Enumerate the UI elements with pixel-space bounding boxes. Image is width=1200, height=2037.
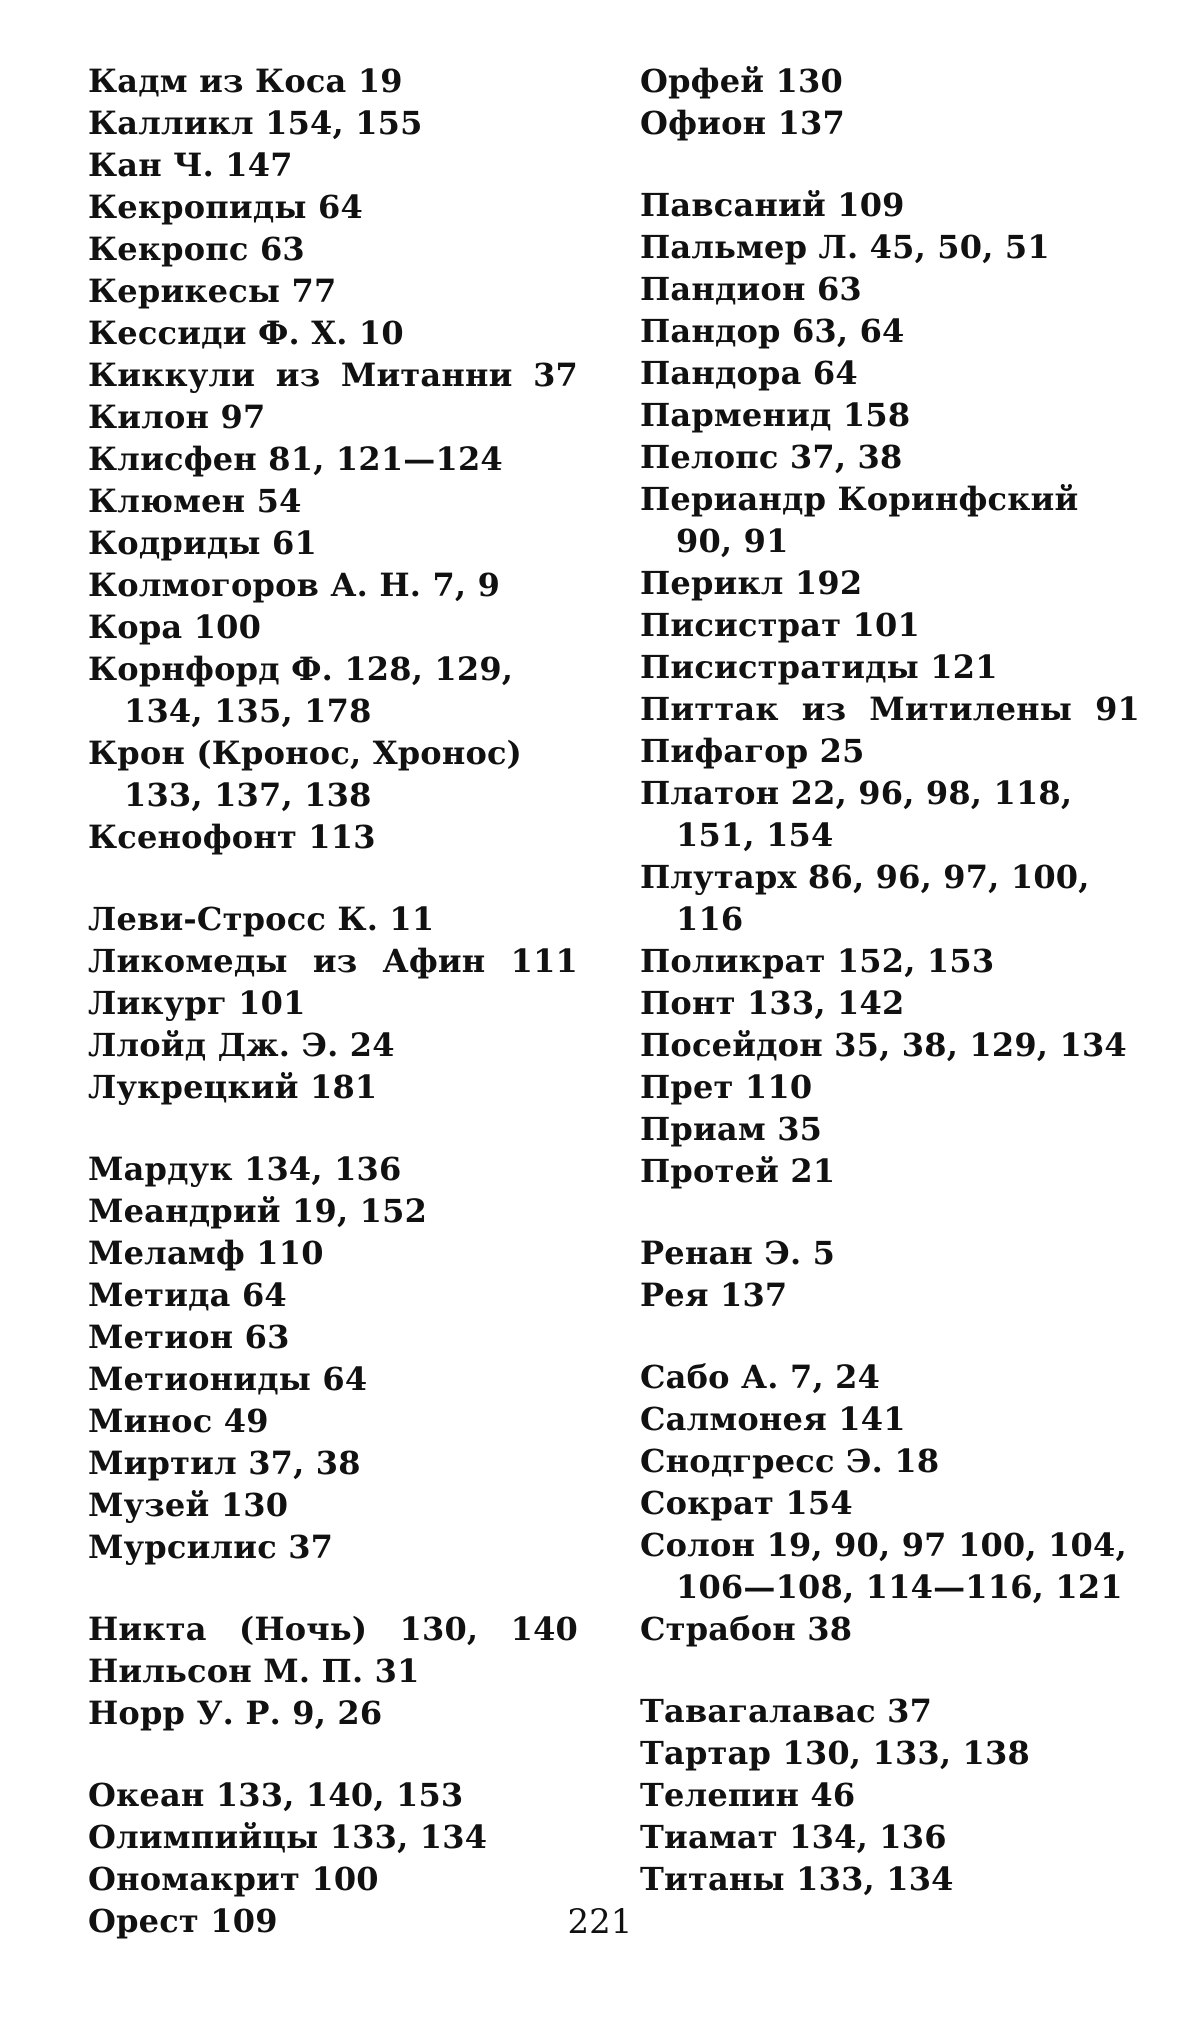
index-entry: Киккули из Митанни 37 <box>88 356 578 394</box>
index-entry: Солон 19, 90, 97 100, 104, 106—108, 114—116, 121 <box>640 1526 1127 1606</box>
index-entry: Музей 130 <box>88 1486 289 1524</box>
index-entry: Никта (Ночь) 130, 140 <box>88 1610 578 1648</box>
index-entry: Сократ 154 <box>640 1484 853 1522</box>
index-entry: Ономакрит 100 <box>88 1860 379 1898</box>
index-entry: Рея 137 <box>640 1276 788 1314</box>
index-entry: Кан Ч. 147 <box>88 146 293 184</box>
index-entry: Пандор 63, 64 <box>640 312 905 350</box>
index-entry: Леви-Стросс К. 11 <box>88 900 435 938</box>
index-entry: Кекропиды 64 <box>88 188 363 226</box>
index-entry: Орфей 130 <box>640 62 843 100</box>
index-entry: Метида 64 <box>88 1276 287 1314</box>
index-entry: Керикесы 77 <box>88 272 337 310</box>
index-entry: Пелопс 37, 38 <box>640 438 903 476</box>
index-left-column <box>88 60 578 1942</box>
index-entry: Тиамат 134, 136 <box>640 1818 947 1856</box>
index-entry: Килон 97 <box>88 398 266 436</box>
index-entry: Миртил 37, 38 <box>88 1444 361 1482</box>
index-entry: Кодриды 61 <box>88 524 317 562</box>
index-entry: Ксенофонт 113 <box>88 818 376 856</box>
index-entry: Нильсон М. П. 31 <box>88 1652 420 1690</box>
index-entry: Колмогоров А. Н. 7, 9 <box>88 566 501 604</box>
index-entry: Сабо А. 7, 24 <box>640 1358 881 1396</box>
index-entry: Писистрат 101 <box>640 606 920 644</box>
index-entry: Орест 109 <box>88 1902 278 1940</box>
index-entry: Периандр Коринфский 90, 91 <box>640 480 1079 560</box>
index-entry: Океан 133, 140, 153 <box>88 1776 464 1814</box>
index-entry: Пандора 64 <box>640 354 858 392</box>
index-entry: Ренан Э. 5 <box>640 1234 836 1272</box>
index-entry: Протей 21 <box>640 1152 836 1190</box>
index-entry: Понт 133, 142 <box>640 984 905 1022</box>
index-entry: Поликрат 152, 153 <box>640 942 995 980</box>
index-entry: Пальмер Л. 45, 50, 51 <box>640 228 1050 266</box>
index-entry: Ллойд Дж. Э. 24 <box>88 1026 395 1064</box>
index-right-column <box>640 60 1140 1900</box>
letter-gap <box>88 1568 578 1608</box>
index-entry: Платон 22, 96, 98, 118, 151, 154 <box>640 774 1073 854</box>
index-entry: Посейдон 35, 38, 129, 134 <box>640 1026 1127 1064</box>
index-entry: Корнфорд Ф. 128, 129, 134, 135, 178 <box>88 650 514 730</box>
index-entry: Калликл 154, 155 <box>88 104 423 142</box>
index-entry: Кекропс 63 <box>88 230 305 268</box>
letter-gap <box>640 1650 1140 1690</box>
letter-gap <box>88 1108 578 1148</box>
index-entry: Меламф 110 <box>88 1234 324 1272</box>
index-entry: Крон (Кронос, Хронос) 133, 137, 138 <box>88 734 523 814</box>
index-entry: Приам 35 <box>640 1110 823 1148</box>
index-entry: Кора 100 <box>88 608 262 646</box>
index-entry: Клисфен 81, 121—124 <box>88 440 503 478</box>
index-entry: Перикл 192 <box>640 564 863 602</box>
index-entry: Минос 49 <box>88 1402 269 1440</box>
letter-gap <box>640 1316 1140 1356</box>
index-entry: Лукрецкий 181 <box>88 1068 378 1106</box>
index-entry: Писистратиды 121 <box>640 648 998 686</box>
index-entry: Мурсилис 37 <box>88 1528 334 1566</box>
index-entry: Меандрий 19, 152 <box>88 1192 428 1230</box>
index-entry: Пандион 63 <box>640 270 862 308</box>
index-entry: Павсаний 109 <box>640 186 905 224</box>
letter-gap <box>88 858 578 898</box>
letter-gap <box>640 1192 1140 1232</box>
index-entry: Офион 137 <box>640 104 845 142</box>
page-number: 221 <box>567 1902 633 1942</box>
index-entry: Клюмен 54 <box>88 482 302 520</box>
index-entry: Прет 110 <box>640 1068 813 1106</box>
index-entry: Кессиди Ф. Х. 10 <box>88 314 404 352</box>
index-entry: Салмонея 141 <box>640 1400 906 1438</box>
letter-gap <box>640 144 1140 184</box>
index-entry: Пифагор 25 <box>640 732 865 770</box>
index-entry: Тавагалавас 37 <box>640 1692 933 1730</box>
index-entry: Метион 63 <box>88 1318 290 1356</box>
index-entry: Страбон 38 <box>640 1610 853 1648</box>
index-entry: Олимпийцы 133, 134 <box>88 1818 488 1856</box>
index-entry: Снодгресс Э. 18 <box>640 1442 940 1480</box>
letter-gap <box>88 1734 578 1774</box>
index-entry: Телепин 46 <box>640 1776 856 1814</box>
index-entry: Тартар 130, 133, 138 <box>640 1734 1030 1772</box>
index-entry: Мардук 134, 136 <box>88 1150 402 1188</box>
index-entry: Титаны 133, 134 <box>640 1860 954 1898</box>
index-entry: Питтак из Митилены 91 <box>640 690 1140 728</box>
index-entry: Норр У. Р. 9, 26 <box>88 1694 383 1732</box>
index-entry: Парменид 158 <box>640 396 911 434</box>
index-entry: Метиониды 64 <box>88 1360 368 1398</box>
index-entry: Ликург 101 <box>88 984 306 1022</box>
index-entry: Кадм из Коса 19 <box>88 62 403 100</box>
index-entry: Ликомеды из Афин 111 <box>88 942 578 980</box>
index-entry: Плутарх 86, 96, 97, 100, 116 <box>640 858 1090 938</box>
